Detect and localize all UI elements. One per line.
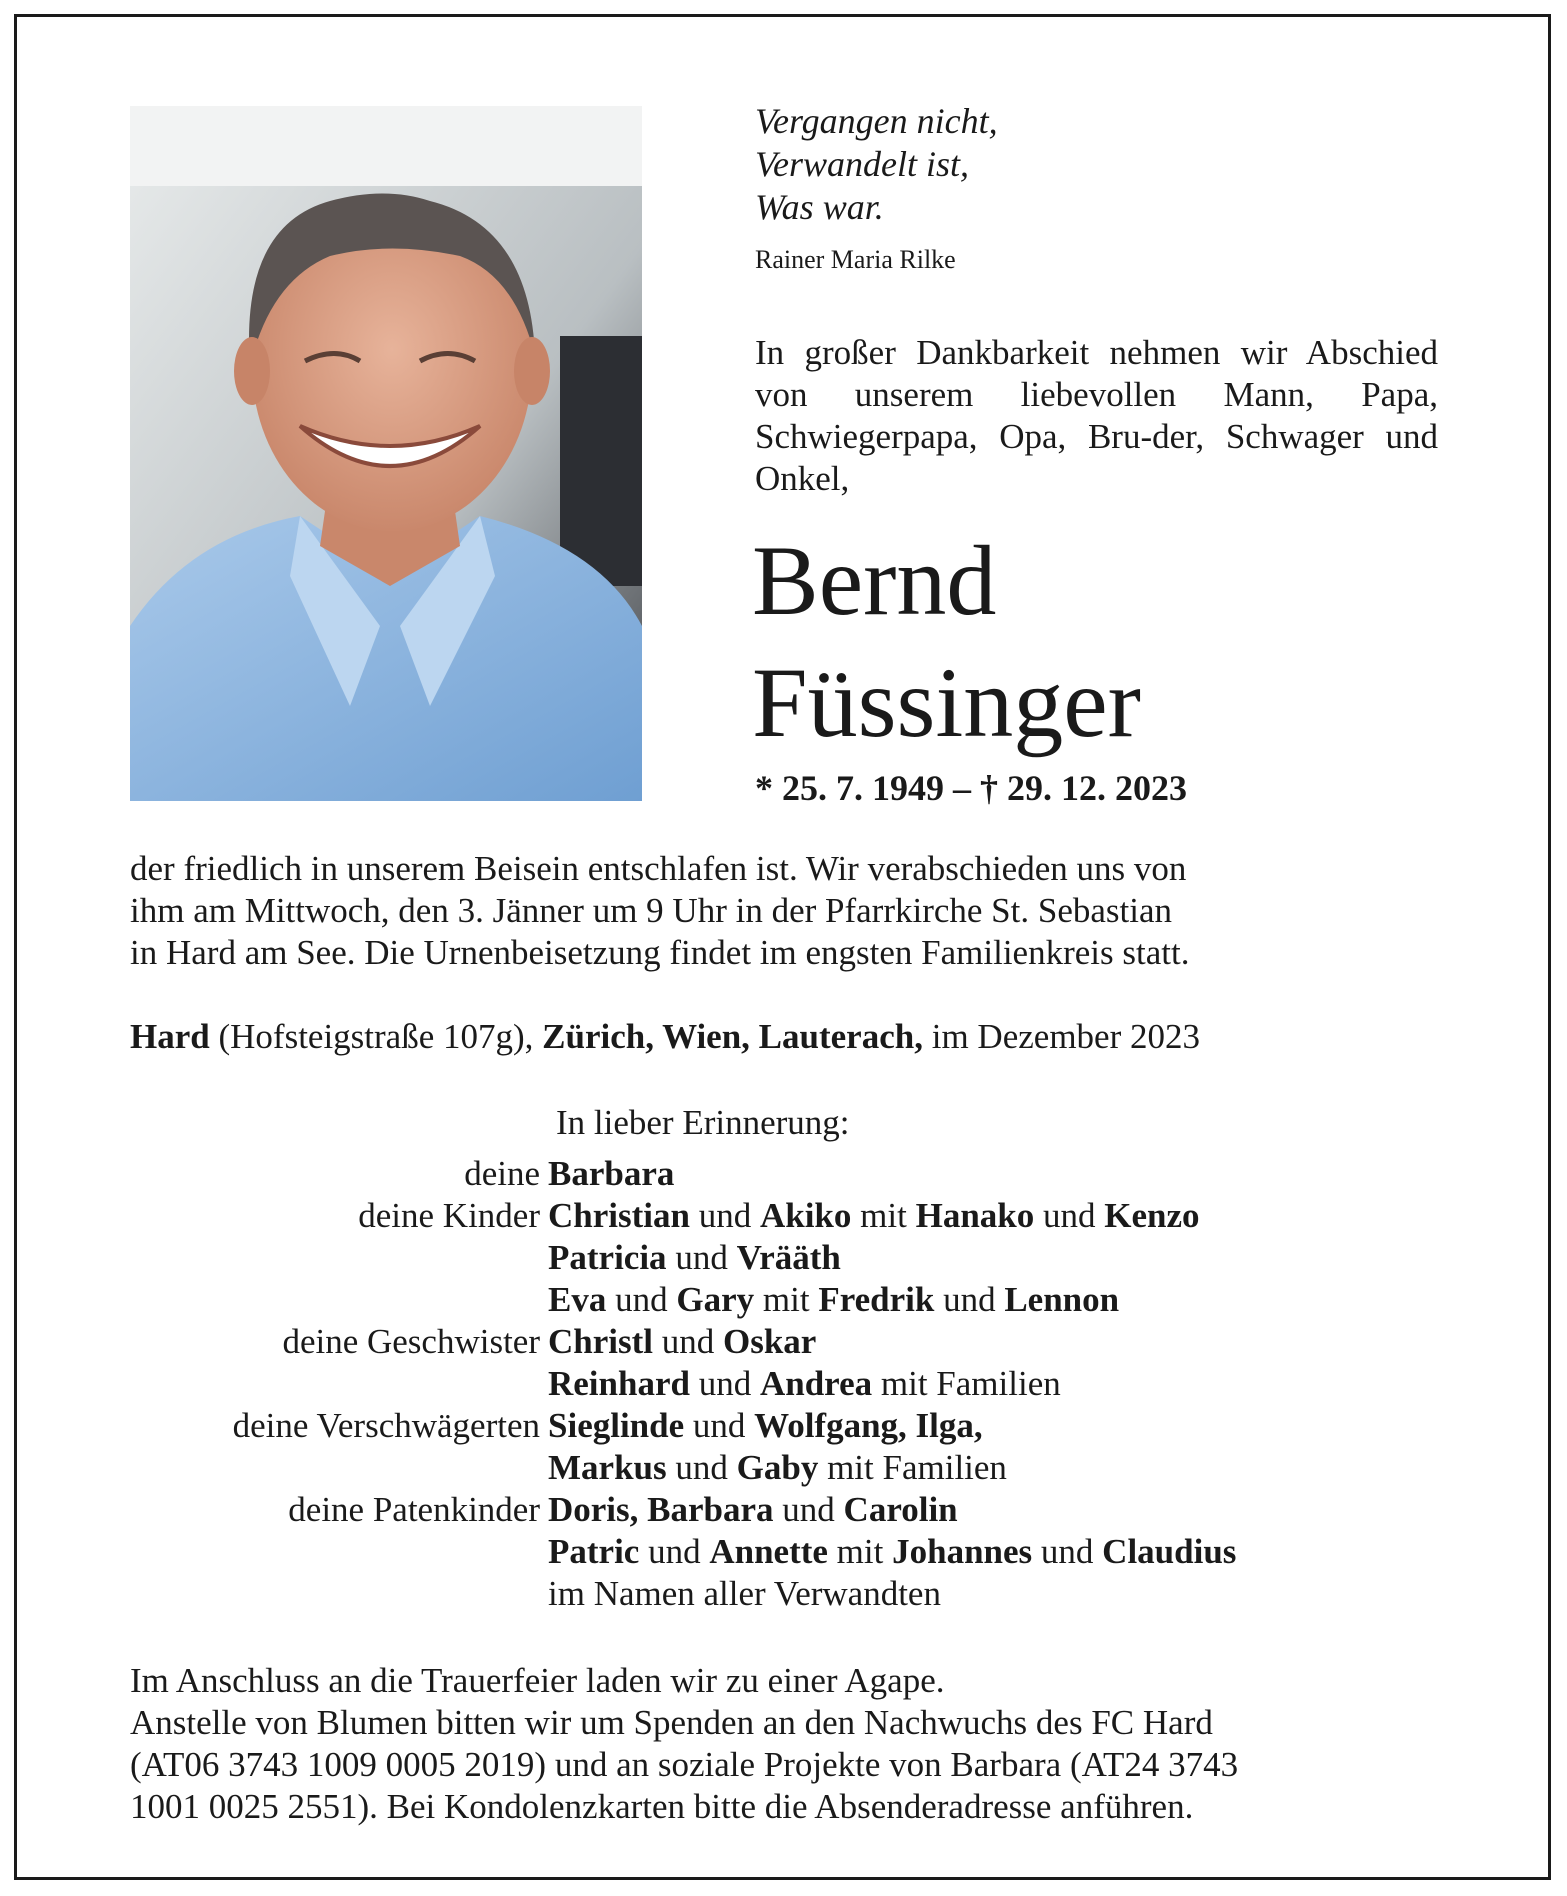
- paragraph-line: der friedlich in unserem Beisein entschlafen ist. Wir verabschieden uns von: [130, 849, 1187, 888]
- family-connector: und: [689, 1196, 760, 1235]
- family-relation: [130, 1363, 548, 1405]
- family-connector: mit Familien: [818, 1448, 1007, 1487]
- family-row: [130, 1489, 1460, 1531]
- family-connector: mit: [851, 1196, 916, 1235]
- family-member-name: Vrääth: [736, 1238, 841, 1277]
- place-cities: Zürich, Wien, Lauterach,: [542, 1017, 923, 1056]
- family-connector: und: [773, 1490, 844, 1529]
- family-connector: im Namen aller Verwandten: [548, 1574, 941, 1613]
- family-relation: [130, 1447, 548, 1489]
- family-member-name: Patric: [548, 1532, 640, 1571]
- family-members: [548, 1447, 1460, 1489]
- portrait-photo: [130, 106, 642, 801]
- rilke-quote: [755, 100, 1455, 275]
- family-relation: deine Geschwister: [282, 1322, 540, 1361]
- family-members: [548, 1153, 1460, 1195]
- family-member-name: Claudius: [1102, 1532, 1237, 1571]
- family-members: [548, 1195, 1460, 1237]
- family-relation: [130, 1573, 548, 1615]
- intro-text: In großer Dankbarkeit nehmen wir Abschied von unserem liebevollen Mann, Papa, Schwiegerpapa, Opa, Bru-der, Schwager und Onkel,: [755, 333, 1438, 498]
- quote-line: Was war.: [755, 187, 884, 227]
- family-member-name: Fredrik: [818, 1280, 935, 1319]
- family-member-name: Patricia: [548, 1238, 667, 1277]
- family-relation: deine Verschwägerten: [232, 1406, 540, 1445]
- family-connector: und: [1032, 1532, 1103, 1571]
- family-member-name: Gaby: [736, 1448, 819, 1487]
- deceased-name: [752, 520, 1472, 764]
- family-members: [548, 1363, 1460, 1405]
- family-row: [130, 1279, 1460, 1321]
- paragraph-line: in Hard am See. Die Urnenbeisetzung findet im engsten Familienkreis statt.: [130, 933, 1190, 972]
- last-name: Füssinger: [752, 647, 1141, 758]
- family-connector: mit Familien: [872, 1364, 1061, 1403]
- family-members: [548, 1237, 1460, 1279]
- family-connector: mit: [827, 1532, 893, 1571]
- family-member-name: Oskar: [723, 1322, 817, 1361]
- footer-notes: [130, 1660, 1440, 1828]
- family-connector: und: [653, 1322, 723, 1361]
- family-member-name: Reinhard: [548, 1364, 690, 1403]
- quote-line: Verwandelt ist,: [755, 144, 969, 184]
- family-member-name: Andrea: [759, 1364, 873, 1403]
- footer-line: 1001 0025 2551). Bei Kondolenzkarten bitte die Absenderadresse anführen.: [130, 1787, 1194, 1826]
- family-member-name: Eva: [548, 1280, 607, 1319]
- footer-line: Anstelle von Blumen bitten wir um Spenden an den Nachwuchs des FC Hard: [130, 1703, 1213, 1742]
- family-row: [130, 1573, 1460, 1615]
- family-members: [548, 1321, 1460, 1363]
- place-address: (Hofsteigstraße 107g),: [209, 1017, 543, 1056]
- family-row: [130, 1363, 1460, 1405]
- family-connector: und: [639, 1532, 710, 1571]
- family-member-name: Sieglinde: [548, 1406, 685, 1445]
- family-member-name: Barbara: [548, 1154, 675, 1193]
- family-connector: und: [1034, 1196, 1105, 1235]
- family-member-name: Christian: [548, 1196, 690, 1235]
- family-member-name: Johannes: [892, 1532, 1033, 1571]
- family-member-name: Akiko: [759, 1196, 852, 1235]
- family-member-name: Hanako: [915, 1196, 1035, 1235]
- family-relation: [130, 1531, 548, 1573]
- family-member-name: Christl: [548, 1322, 653, 1361]
- place-date-line: [130, 1016, 1450, 1058]
- footer-line: Im Anschluss an die Trauerfeier laden wir zu einer Agape.: [130, 1661, 945, 1700]
- place-date: im Dezember 2023: [922, 1017, 1200, 1056]
- family-connector: und: [606, 1280, 677, 1319]
- memory-title: In lieber Erinnerung:: [556, 1103, 850, 1142]
- life-dates: * 25. 7. 1949 – † 29. 12. 2023: [755, 768, 1187, 808]
- footer-line: (AT06 3743 1009 0005 2019) und an soziale Projekte von Barbara (AT24 3743: [130, 1745, 1239, 1784]
- family-row: [130, 1405, 1460, 1447]
- family-member-name: Gary: [676, 1280, 755, 1319]
- family-row: [130, 1153, 1460, 1195]
- family-relation: [130, 1237, 548, 1279]
- family-list: [130, 1153, 1460, 1615]
- family-members: [548, 1573, 1460, 1615]
- family-member-name: Markus: [548, 1448, 667, 1487]
- family-relation: deine Kinder: [358, 1196, 540, 1235]
- family-row: [130, 1531, 1460, 1573]
- family-member-name: Kenzo: [1104, 1196, 1200, 1235]
- family-connector: und: [689, 1364, 760, 1403]
- quote-author: Rainer Maria Rilke: [755, 245, 956, 274]
- family-connector: und: [666, 1238, 737, 1277]
- family-member-name: Doris, Barbara: [548, 1490, 774, 1529]
- family-connector: und: [666, 1448, 737, 1487]
- family-connector: mit: [754, 1280, 819, 1319]
- place-hard: Hard: [130, 1017, 210, 1056]
- first-name: Bernd: [752, 525, 997, 636]
- family-member-name: Wolfgang, Ilga,: [754, 1406, 983, 1445]
- family-member-name: Carolin: [843, 1490, 958, 1529]
- family-row: [130, 1447, 1460, 1489]
- family-relation: deine: [464, 1154, 540, 1193]
- family-connector: und: [934, 1280, 1005, 1319]
- family-row: [130, 1195, 1460, 1237]
- quote-line: Vergangen nicht,: [755, 101, 998, 141]
- family-connector: und: [684, 1406, 755, 1445]
- family-members: [548, 1279, 1460, 1321]
- family-members: [548, 1531, 1460, 1573]
- funeral-paragraph: [130, 848, 1440, 974]
- family-member-name: Annette: [709, 1532, 828, 1571]
- family-members: [548, 1405, 1460, 1447]
- family-relation: [130, 1279, 548, 1321]
- family-members: [548, 1489, 1460, 1531]
- family-member-name: Lennon: [1004, 1280, 1120, 1319]
- family-relation: deine Patenkinder: [288, 1490, 540, 1529]
- paragraph-line: ihm am Mittwoch, den 3. Jänner um 9 Uhr in der Pfarrkirche St. Sebastian: [130, 891, 1173, 930]
- portrait-illustration: [130, 106, 642, 801]
- family-row: [130, 1321, 1460, 1363]
- family-row: [130, 1237, 1460, 1279]
